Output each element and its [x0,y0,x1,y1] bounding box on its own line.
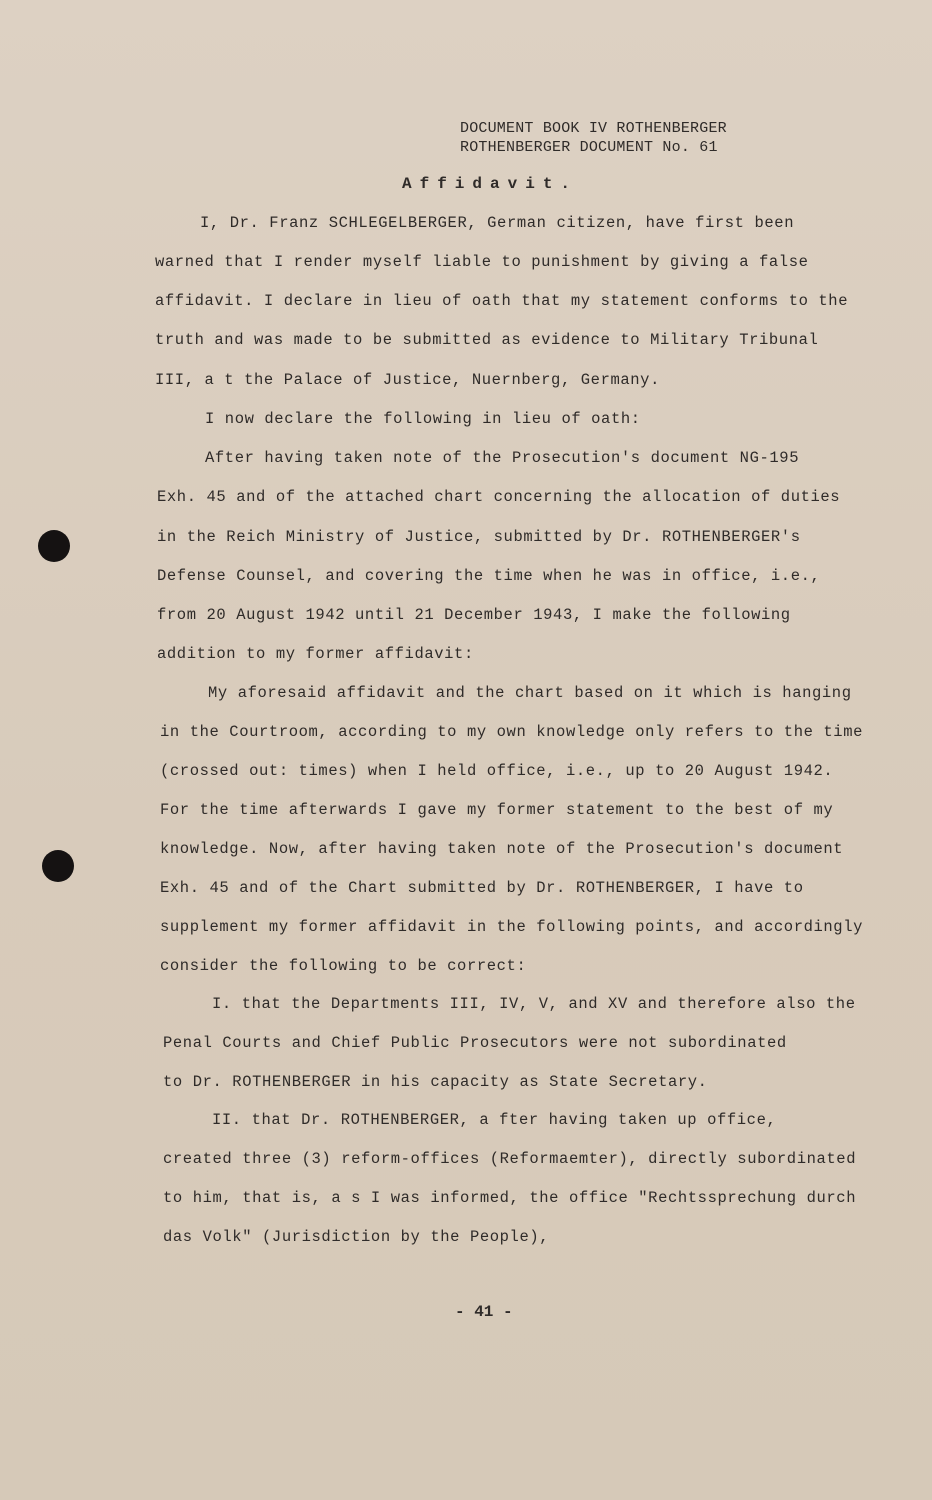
body-line: truth and was made to be submitted as evidence to Military Tribunal [155,331,819,349]
body-line: Exh. 45 and of the Chart submitted by Dr. ROTHENBERGER, I have to [160,879,804,897]
body-line: addition to my former affidavit: [157,645,474,663]
body-line: (crossed out: times) when I held office, i.e., up to 20 August 1942. [160,762,834,780]
body-line: II. that Dr. ROTHENBERGER, a fter having taken up office, [212,1111,777,1129]
body-line: III, a t the Palace of Justice, Nuernberg, Germany. [155,371,660,389]
body-line: I. that the Departments III, IV, V, and XV and therefore also the [212,995,856,1013]
body-line: knowledge. Now, after having taken note of the Prosecution's document [160,840,844,858]
body-line: to him, that is, a s I was informed, the office "Rechtssprechung durch [163,1189,857,1207]
body-line: warned that I render myself liable to punishment by giving a false [155,253,809,271]
body-line: created three (3) reform-offices (Reformaemter), directly subordinated [163,1150,857,1168]
body-line: to Dr. ROTHENBERGER in his capacity as State Secretary. [163,1073,708,1091]
body-line: I, Dr. Franz SCHLEGELBERGER, German citizen, have first been [200,214,795,232]
body-line: Penal Courts and Chief Public Prosecutors were not subordinated [163,1034,787,1052]
body-line: in the Reich Ministry of Justice, submitted by Dr. ROTHENBERGER's [157,528,801,546]
body-line: My aforesaid affidavit and the chart based on it which is hanging [208,684,852,702]
body-line: das Volk" (Jurisdiction by the People), [163,1228,550,1246]
body-line: from 20 August 1942 until 21 December 1943, I make the following [157,606,791,624]
body-line: After having taken note of the Prosecution's document NG-195 [205,449,800,467]
body-line: consider the following to be correct: [160,957,527,975]
header-line-2: ROTHENBERGER DOCUMENT No. 61 [460,139,718,156]
body-line: in the Courtroom, according to my own knowledge only refers to the time [160,723,864,741]
punch-hole-bottom [42,850,74,882]
document-header [460,119,727,157]
document-title: Affidavit. [402,175,579,193]
header-line-1: DOCUMENT BOOK IV ROTHENBERGER [460,120,727,137]
body-line: Defense Counsel, and covering the time when he was in office, i.e., [157,567,821,585]
body-line: Exh. 45 and of the attached chart concerning the allocation of duties [157,488,841,506]
body-line: supplement my former affidavit in the following points, and accordingly [160,918,864,936]
body-line: For the time afterwards I gave my former statement to the best of my [160,801,834,819]
page-number: - 41 - [455,1303,513,1321]
body-line: I now declare the following in lieu of oath: [205,410,641,428]
punch-hole-top [38,530,70,562]
body-line: affidavit. I declare in lieu of oath that my statement conforms to the [155,292,849,310]
